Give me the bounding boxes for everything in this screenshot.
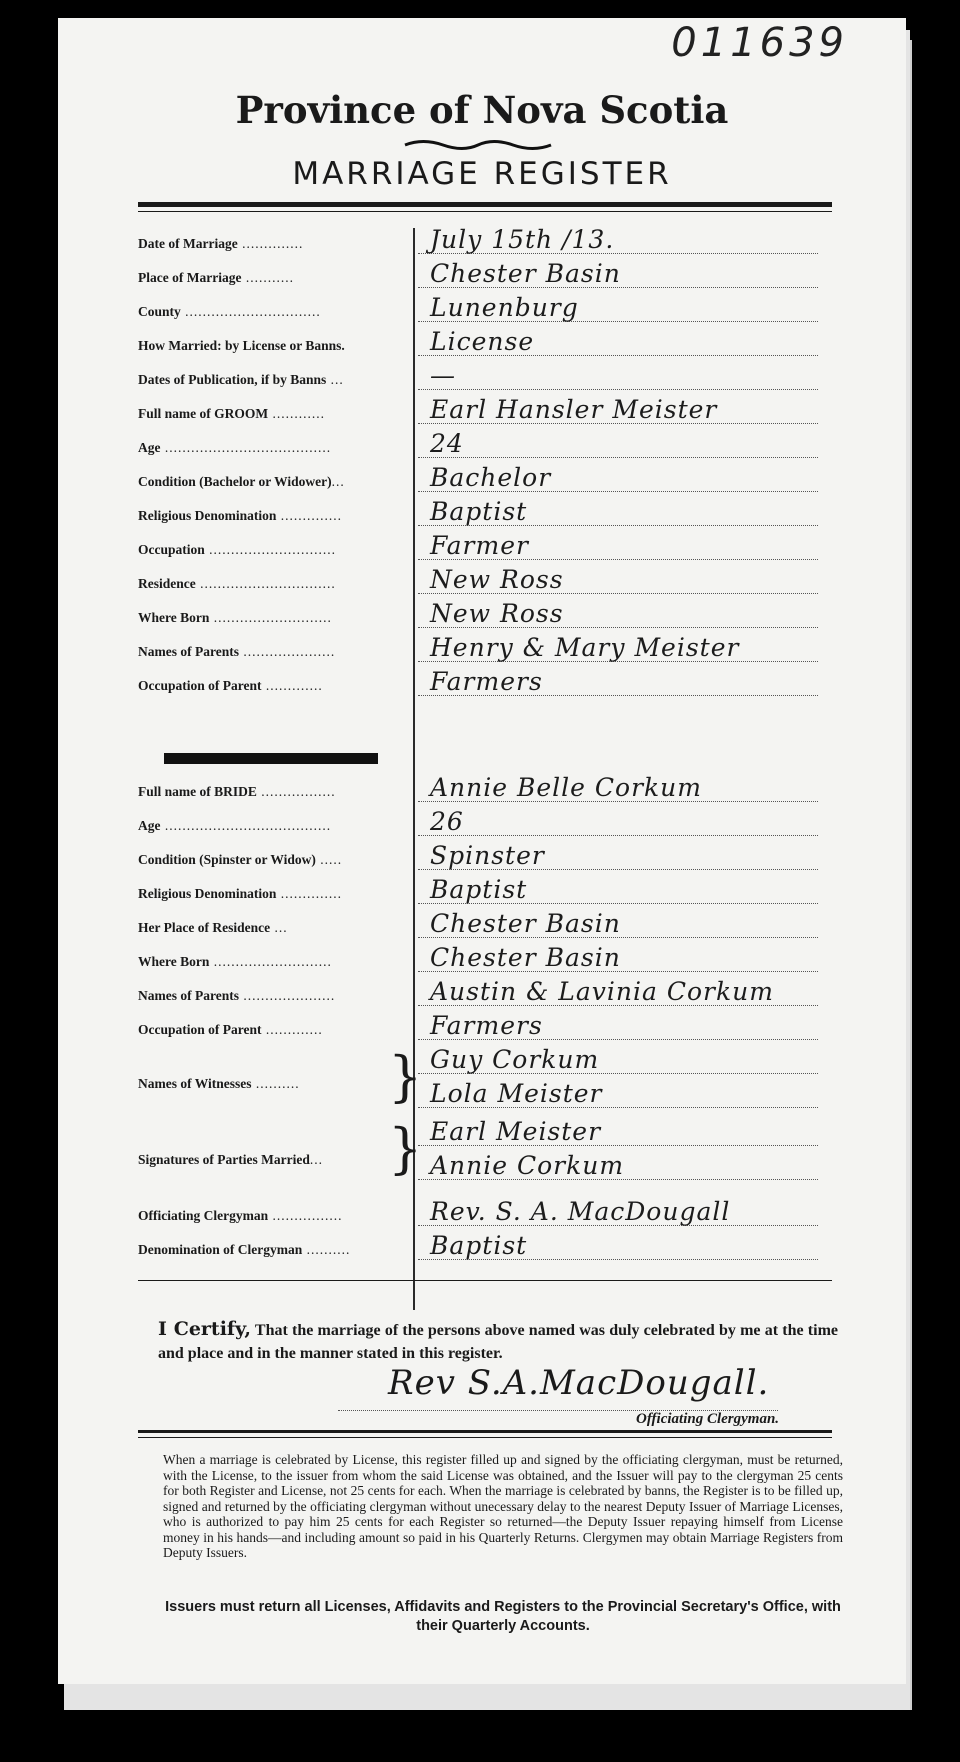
row-bride-parents [138, 974, 828, 1008]
signature: Annie Corkum [430, 1151, 625, 1180]
row-bride-name [138, 770, 828, 804]
field-label: Her Place of Residence ... [138, 920, 288, 935]
field-value: New Ross [430, 599, 564, 628]
clergyman-signature: Rev S.A.MacDougall. [388, 1363, 770, 1403]
field-value: Rev. S. A. MacDougall [430, 1197, 731, 1226]
field-label: Names of Parents ..................... [138, 988, 336, 1003]
field-value: Baptist [430, 1231, 528, 1260]
signature-brace: } [388, 1117, 423, 1180]
row-dates-of-publication [138, 358, 828, 392]
row-bride-residence [138, 906, 828, 940]
field-label: Residence ............................... [138, 576, 336, 591]
field-value: 24 [430, 429, 464, 458]
field-label: Names of Witnesses .......... [138, 1076, 300, 1091]
field-value: Baptist [430, 875, 528, 904]
field-value: 26 [430, 807, 464, 836]
serial-number: 011639 [671, 20, 848, 66]
row-groom-religion [138, 494, 828, 528]
row-groom-parents [138, 630, 828, 664]
field-label: Denomination of Clergyman .......... [138, 1242, 351, 1257]
field-label: Signatures of Parties Married... [138, 1152, 323, 1167]
field-label: County ............................... [138, 304, 321, 319]
field-line [418, 835, 818, 836]
field-value: Chester Basin [430, 259, 621, 288]
field-value: Lunenburg [430, 293, 579, 322]
witness-name: Guy Corkum [430, 1045, 600, 1074]
certification-statement [158, 1318, 838, 1365]
field-label: Full name of GROOM ............ [138, 406, 325, 421]
field-value: Earl Hansler Meister [430, 395, 718, 424]
footer-rule-thin [138, 1437, 832, 1438]
field-line [418, 457, 818, 458]
field-value: — [430, 361, 456, 390]
signature-caption: Officiating Clergyman. [636, 1411, 780, 1427]
row-signature-1 [138, 1114, 828, 1148]
row-how-married [138, 324, 828, 358]
row-groom-name [138, 392, 828, 426]
row-county [138, 290, 828, 324]
header-rule [138, 202, 832, 207]
row-place-of-marriage [138, 256, 828, 290]
field-line [418, 389, 818, 390]
field-label: Where Born ........................... [138, 954, 332, 969]
field-label: How Married: by License or Banns. [138, 338, 345, 353]
register-form [58, 18, 906, 1684]
row-signature-2 [138, 1148, 828, 1182]
field-value: Chester Basin [430, 909, 621, 938]
signature: Earl Meister [430, 1117, 602, 1146]
row-groom-occupation [138, 528, 828, 562]
header-rule-thin [138, 211, 832, 212]
row-clergy-denomination [138, 1228, 828, 1262]
row-bride-parent-occupation [138, 1008, 828, 1042]
field-label: Occupation ............................. [138, 542, 337, 557]
field-label: Age ...................................... [138, 440, 332, 455]
field-label: Place of Marriage ........... [138, 270, 294, 285]
title-flourish-ornament [403, 136, 553, 154]
field-label: Religious Denomination .............. [138, 886, 343, 901]
row-officiating-clergyman [138, 1194, 828, 1228]
row-witness-2 [138, 1076, 828, 1110]
certify-text: That the marriage of the persons above named was duly celebrated by me at the time and place and in the manner stated in this register. [158, 1322, 839, 1362]
field-value: Farmers [430, 667, 543, 696]
field-label: Where Born ........................... [138, 610, 332, 625]
field-label: Condition (Bachelor or Widower)... [138, 474, 345, 489]
field-value: Farmers [430, 1011, 543, 1040]
field-label: Names of Parents ..................... [138, 644, 336, 659]
row-groom-parent-occupation [138, 664, 828, 698]
bride-section-bar [164, 753, 378, 764]
row-bride-age [138, 804, 828, 838]
row-bride-religion [138, 872, 828, 906]
row-groom-residence [138, 562, 828, 596]
field-label: Condition (Spinster or Widow) ..... [138, 852, 343, 867]
row-groom-where-born [138, 596, 828, 630]
field-label: Age ...................................... [138, 818, 332, 833]
field-value: Chester Basin [430, 943, 621, 972]
field-label: Occupation of Parent ............. [138, 678, 323, 693]
row-witness-1 [138, 1042, 828, 1076]
field-label: Full name of BRIDE ................. [138, 784, 336, 799]
row-bride-condition [138, 838, 828, 872]
row-bride-where-born [138, 940, 828, 974]
witness-brace: } [388, 1045, 423, 1108]
field-value: Austin & Lavinia Corkum [430, 977, 774, 1006]
field-value: Annie Belle Corkum [430, 773, 702, 802]
field-value: New Ross [430, 565, 564, 594]
form-subtitle: MARRIAGE REGISTER [292, 156, 672, 192]
field-value: License [430, 327, 535, 356]
field-value: Spinster [430, 841, 545, 870]
field-value: July 15th /13. [430, 225, 615, 254]
field-value: Baptist [430, 497, 528, 526]
instructions-note: When a marriage is celebrated by License, this register filled up and signed by the officiating clergyman, must be returned, with the License, to the issuer from whom the said License was obtained, and the Issuer will pay to the clergyman 25 cents for both Register and License, not 25 cents for each. When the marriage is celebrated by banns, the Register is to be filled up, signed and returned by the officiating clergyman without unecessary delay to the nearest Deputy Issuer of Marriage Licenses, who is authorized to pay him 25 cents for each Register so returned—the Deputy Issuer repaying himself from License money in his hands—and including amount so paid in his Quarterly Returns. Clergymen may obtain Marriage Registers from Deputy Issuers. [163, 1452, 843, 1560]
field-label: Dates of Publication, if by Banns ... [138, 372, 344, 387]
field-value: Bachelor [430, 463, 552, 492]
field-value: Farmer [430, 531, 529, 560]
field-label: Religious Denomination .............. [138, 508, 343, 523]
issuers-warning: Issuers must return all Licenses, Affidavits and Registers to the Provincial Secretary's Office, with their Quarterly Accounts. [165, 1599, 841, 1634]
footer-rule [138, 1430, 832, 1433]
field-label: Date of Marriage .............. [138, 236, 304, 251]
row-groom-condition [138, 460, 828, 494]
field-label: Occupation of Parent ............. [138, 1022, 323, 1037]
row-groom-age [138, 426, 828, 460]
section-rule [138, 1280, 832, 1281]
field-label: Officiating Clergyman ................ [138, 1208, 343, 1223]
field-value: Henry & Mary Meister [430, 633, 740, 662]
row-date-of-marriage [138, 222, 828, 256]
witness-name: Lola Meister [430, 1079, 603, 1108]
form-title: Province of Nova Scotia [235, 88, 729, 132]
certify-lead: I Certify, [158, 1318, 251, 1340]
